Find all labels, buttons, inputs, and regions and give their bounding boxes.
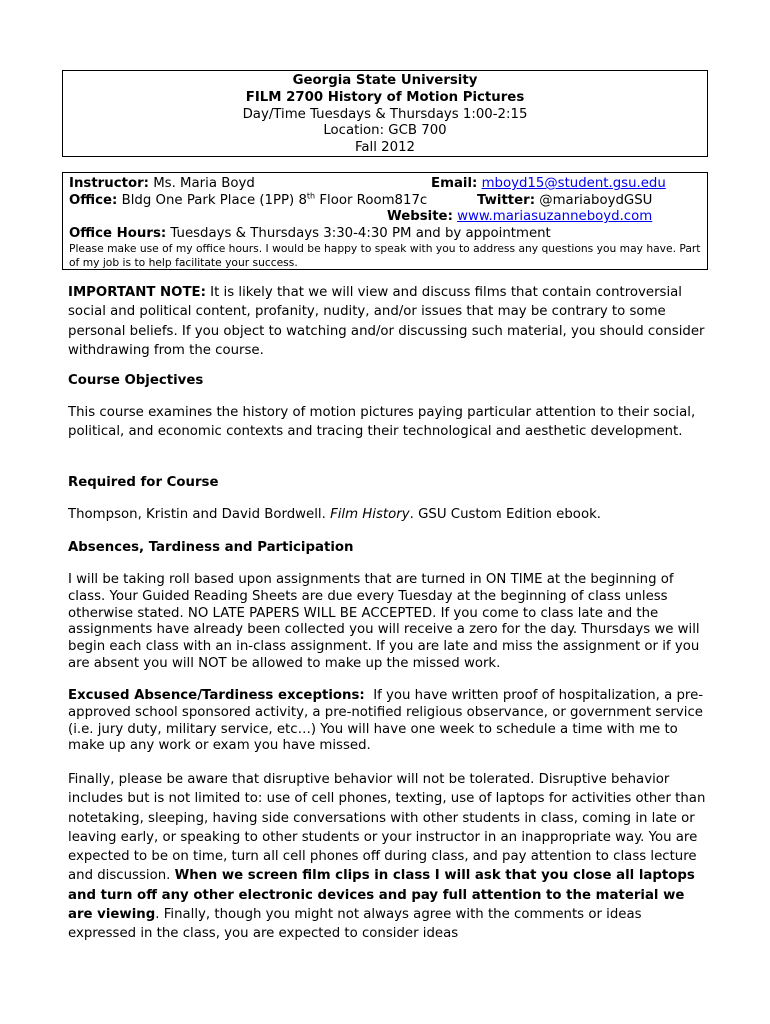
email-group (431, 176, 666, 193)
office-hours-row (69, 226, 701, 243)
office-row (69, 193, 701, 210)
important-text: It is likely that we will view and discuss films that contain controversial social and political content, profanity, nudity, and/or issues that may be contrary to some personal beliefs. If you object to watching and/or discussing such material, you should consider withdrawing from the course. (68, 285, 705, 358)
screening-rule: When we screen film clips in class I will ask that you close all laptops and turn off any other electronic devices and pay full attention to the material we are viewing (68, 868, 695, 923)
required-heading: Required for Course (68, 475, 219, 490)
twitter-label: Twitter: (477, 192, 536, 208)
twitter-handle: @mariaboydGSU (539, 192, 653, 208)
course-daytime: Day/Time Tuesdays & Thursdays 1:00-2:15 (242, 106, 528, 122)
disruptive-behavior-paragraph (68, 770, 708, 944)
instructor-label: Instructor: (69, 176, 149, 191)
office-hours-value: Tuesdays & Thursdays 3:30-4:30 PM and by appointment (170, 225, 551, 241)
website-group (387, 209, 652, 226)
instructor-info-box (62, 172, 708, 270)
instructor-row (69, 176, 701, 193)
website-label: Website: (387, 209, 453, 224)
objectives-heading: Course Objectives (68, 373, 204, 388)
office-location: Bldg One Park Place (1PP) 8th Floor Room817c (121, 191, 428, 208)
email-link[interactable]: mboyd15@student.gsu.edu (481, 176, 666, 191)
email-label: Email: (431, 176, 478, 191)
course-location: Location: GCB 700 (323, 123, 447, 139)
absences-heading: Absences, Tardiness and Participation (68, 540, 354, 555)
office-hours-label: Office Hours: (69, 225, 167, 241)
course-term: Fall 2012 (354, 140, 416, 156)
office-label: Office: (69, 192, 118, 208)
book-title: Film History (330, 507, 410, 522)
objectives-text: This course examines the history of motion pictures paying particular attention to their social, political, and economic contexts and tracing their technological and aesthetic development. (68, 405, 696, 440)
instructor-name: Ms. Maria Boyd (153, 176, 255, 191)
website-row (69, 209, 701, 226)
absences-text: I will be taking roll based upon assignments that are turned in ON TIME at the beginning of class. Your Guided Reading Sheets are due every Tuesday at the beginning of class unless otherwise stated. NO LATE PAPERS WILL BE ACCEPTED. If you come to class late and the assignments have already been collected you will receive a zero for the day. Thursdays we will begin each class with an in-class assignment. If you are late and miss the assignment or if you are absent you will NOT be allowed to make up the missed work. (68, 572, 700, 671)
course-header-box (62, 70, 708, 157)
office-hours-note: Please make use of my office hours. I would be happy to speak with you to address any questions you may have. Part of my job is to help facilitate your success. (69, 242, 701, 269)
excused-label: Excused Absence/Tardiness exceptions: (68, 688, 365, 703)
website-link[interactable]: www.mariasuzanneboyd.com (457, 209, 653, 224)
excused-paragraph (68, 688, 708, 755)
course-title: FILM 2700 History of Motion Pictures (245, 89, 525, 105)
twitter-group (477, 193, 652, 210)
important-note (68, 283, 708, 360)
disruptive-text: Finally, please be aware that disruptive behavior will not be tolerated. Disruptive behavior includes but is not limited to: use of cell phones, texting, use of laptops for activities other than notetaking, sleeping, having side conversations with other students in class, coming in late or leaving early, or speaking to other students or your instructor in an inappropriate way. You are expected to be on time, turn all cell phones off during class, and pay attention to class lecture and discussion. (68, 772, 706, 884)
important-label: IMPORTANT NOTE: (68, 285, 206, 300)
university-name: Georgia State University (292, 73, 478, 88)
disruptive-text-end: . Finally, though you might not always agree with the comments or ideas expressed in the class, you are expected to consider ideas (68, 907, 642, 942)
excused-text: If you have written proof of hospitalization, a pre-approved school sponsored activity, a pre-notified religious observance, or government service (i.e. jury duty, military service, etc…) You will have one week to schedule a time with me to make up any work or exam you have missed. (68, 688, 704, 754)
required-text: Thompson, Kristin and David Bordwell. Film History. GSU Custom Edition ebook. (68, 507, 602, 522)
